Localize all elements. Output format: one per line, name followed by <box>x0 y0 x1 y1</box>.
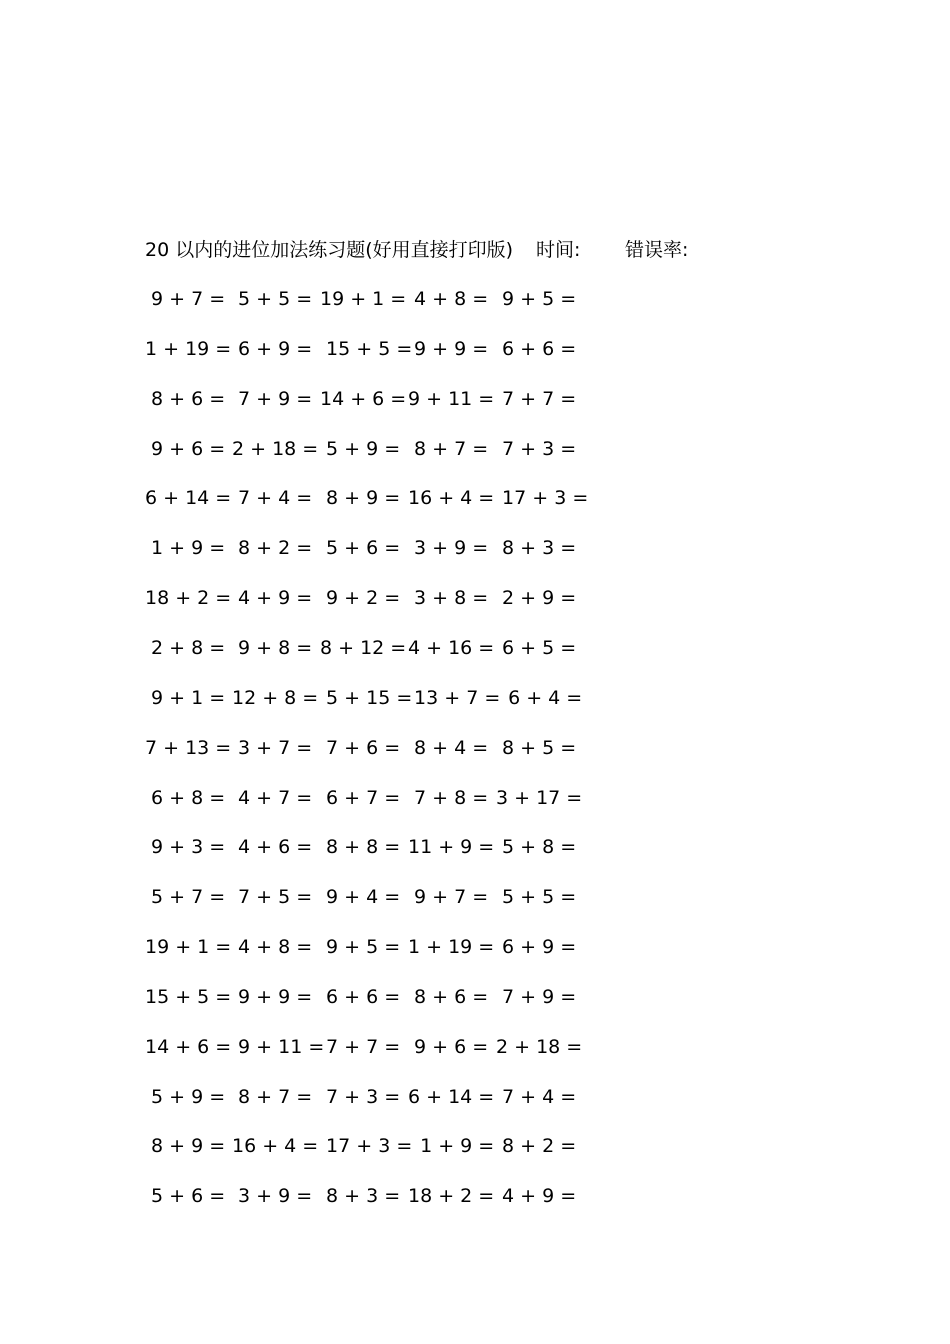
addition-problem: 3 + 9 = <box>232 1185 313 1208</box>
addition-problem: 2 + 9 = <box>496 587 577 610</box>
addition-problem: 6 + 7 = <box>320 786 401 809</box>
addition-problem: 7 + 9 = <box>496 985 577 1008</box>
addition-problem: 8 + 6 = <box>408 985 489 1008</box>
addition-problem: 7 + 3 = <box>320 1085 401 1108</box>
addition-problem: 9 + 9 = <box>408 337 489 360</box>
addition-problem: 14 + 6 = <box>145 1035 232 1058</box>
addition-problem: 8 + 3 = <box>320 1185 401 1208</box>
addition-problem: 19 + 1 = <box>145 936 232 959</box>
addition-problem: 2 + 18 = <box>232 437 319 460</box>
addition-problem: 3 + 9 = <box>408 537 489 560</box>
addition-problem: 4 + 8 = <box>408 288 489 310</box>
addition-problem: 2 + 8 = <box>145 636 226 659</box>
addition-problem: 4 + 9 = <box>496 1185 577 1208</box>
addition-problem: 8 + 8 = <box>320 836 401 859</box>
addition-problem: 6 + 5 = <box>496 636 577 659</box>
addition-problem: 7 + 13 = <box>145 736 232 759</box>
addition-problem: 5 + 9 = <box>320 437 401 460</box>
addition-problem: 8 + 7 = <box>408 437 489 460</box>
addition-problem: 6 + 6 = <box>496 337 577 360</box>
addition-problem: 9 + 4 = <box>320 886 401 909</box>
addition-problem: 6 + 6 = <box>320 985 401 1008</box>
problem-row <box>0 284 950 314</box>
addition-problem: 6 + 8 = <box>145 786 226 809</box>
addition-problem: 4 + 16 = <box>408 636 495 659</box>
addition-problem: 3 + 17 = <box>496 786 583 809</box>
addition-problem: 7 + 3 = <box>496 437 577 460</box>
addition-problem: 9 + 9 = <box>232 985 313 1008</box>
addition-problem: 9 + 8 = <box>232 636 313 659</box>
addition-problem: 5 + 15 = <box>320 686 413 709</box>
problem-row <box>0 384 950 414</box>
addition-problem: 3 + 7 = <box>232 736 313 759</box>
addition-problem: 16 + 4 = <box>232 1135 319 1158</box>
addition-problem: 13 + 7 = <box>408 686 501 709</box>
addition-problem: 8 + 7 = <box>232 1085 313 1108</box>
problem-row <box>0 1131 950 1161</box>
problem-row <box>0 783 950 813</box>
addition-problem: 6 + 14 = <box>145 487 232 510</box>
problem-row <box>0 483 950 513</box>
addition-problem: 4 + 6 = <box>232 836 313 859</box>
addition-problem: 5 + 7 = <box>145 886 226 909</box>
addition-problem: 1 + 9 = <box>145 537 226 560</box>
problem-row <box>0 334 950 364</box>
problem-row <box>0 683 950 713</box>
addition-problem: 5 + 9 = <box>145 1085 226 1108</box>
problem-row <box>0 633 950 663</box>
addition-problem: 2 + 18 = <box>496 1035 583 1058</box>
problem-row <box>0 1032 950 1062</box>
addition-problem: 8 + 2 = <box>232 537 313 560</box>
worksheet-title: 20 以内的进位加法练习题(好用直接打印版) <box>145 239 514 261</box>
addition-problem: 18 + 2 = <box>145 587 232 610</box>
problem-row <box>0 832 950 862</box>
addition-problem: 1 + 19 = <box>145 337 232 360</box>
addition-problem: 16 + 4 = <box>408 487 495 510</box>
addition-problem: 7 + 8 = <box>408 786 489 809</box>
error-rate-label: 错误率: <box>625 239 689 261</box>
addition-problem: 4 + 8 = <box>232 936 313 959</box>
addition-problem: 6 + 9 = <box>232 337 313 360</box>
addition-problem: 14 + 6 = <box>320 387 407 410</box>
addition-problem: 8 + 3 = <box>496 537 577 560</box>
addition-problem: 9 + 6 = <box>408 1035 489 1058</box>
addition-problem: 8 + 2 = <box>496 1135 577 1158</box>
addition-problem: 7 + 4 = <box>232 487 313 510</box>
addition-problem: 9 + 6 = <box>145 437 226 460</box>
problem-row <box>0 882 950 912</box>
addition-problem: 6 + 4 = <box>496 686 583 709</box>
addition-problem: 8 + 9 = <box>320 487 401 510</box>
addition-problem: 11 + 9 = <box>408 836 495 859</box>
time-label: 时间: <box>536 239 581 261</box>
addition-problem: 4 + 7 = <box>232 786 313 809</box>
addition-problem: 7 + 7 = <box>320 1035 401 1058</box>
problem-row <box>0 1082 950 1112</box>
problem-row <box>0 982 950 1012</box>
addition-problem: 18 + 2 = <box>408 1185 495 1208</box>
problem-row <box>0 434 950 464</box>
addition-problem: 9 + 2 = <box>320 587 401 610</box>
addition-problem: 1 + 19 = <box>408 936 495 959</box>
addition-problem: 3 + 8 = <box>408 587 489 610</box>
addition-problem: 6 + 9 = <box>496 936 577 959</box>
addition-problem: 9 + 7 = <box>145 288 226 310</box>
addition-problem: 8 + 6 = <box>145 387 226 410</box>
addition-problem: 15 + 5 = <box>145 985 232 1008</box>
addition-problem: 7 + 5 = <box>232 886 313 909</box>
addition-problem: 7 + 7 = <box>496 387 577 410</box>
addition-problem: 19 + 1 = <box>320 288 407 310</box>
addition-problem: 9 + 5 = <box>320 936 401 959</box>
problem-row <box>0 733 950 763</box>
addition-problem: 9 + 5 = <box>496 288 577 310</box>
addition-problem: 4 + 9 = <box>232 587 313 610</box>
problem-row <box>0 1181 950 1211</box>
addition-problem: 8 + 9 = <box>145 1135 226 1158</box>
addition-problem: 9 + 3 = <box>145 836 226 859</box>
addition-problem: 9 + 11 = <box>408 387 495 410</box>
addition-problem: 8 + 5 = <box>496 736 577 759</box>
addition-problem: 5 + 6 = <box>320 537 401 560</box>
addition-problem: 1 + 9 = <box>408 1135 495 1158</box>
addition-problem: 15 + 5 = <box>320 337 413 360</box>
addition-problem: 5 + 5 = <box>496 886 577 909</box>
addition-problem: 17 + 3 = <box>320 1135 413 1158</box>
addition-problem: 9 + 1 = <box>145 686 226 709</box>
addition-problem: 9 + 7 = <box>408 886 489 909</box>
addition-problem: 8 + 4 = <box>408 736 489 759</box>
addition-problem: 12 + 8 = <box>232 686 319 709</box>
addition-problem: 7 + 4 = <box>496 1085 577 1108</box>
addition-problem: 7 + 6 = <box>320 736 401 759</box>
addition-problem: 7 + 9 = <box>232 387 313 410</box>
addition-problem: 5 + 8 = <box>496 836 577 859</box>
addition-problem: 8 + 12 = <box>320 636 407 659</box>
addition-problem: 5 + 6 = <box>145 1185 226 1208</box>
addition-problem: 5 + 5 = <box>232 288 313 310</box>
addition-problem: 9 + 11 = <box>232 1035 325 1058</box>
addition-problem: 6 + 14 = <box>408 1085 495 1108</box>
addition-problem: 17 + 3 = <box>496 487 589 510</box>
problem-row <box>0 533 950 563</box>
problem-row <box>0 932 950 962</box>
problem-row <box>0 583 950 613</box>
